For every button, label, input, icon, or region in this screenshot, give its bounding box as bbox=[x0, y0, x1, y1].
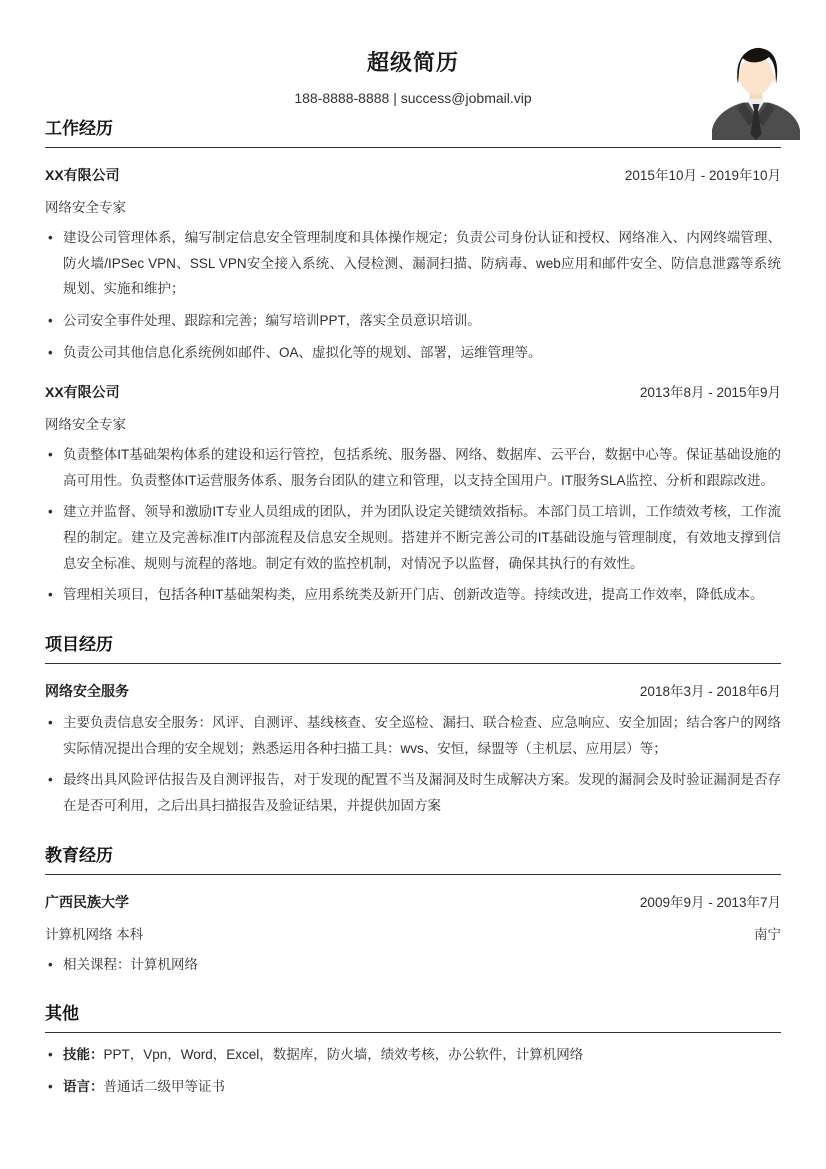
other-list bbox=[45, 1042, 781, 1099]
project-entry bbox=[45, 680, 781, 819]
section-title-projects: 项目经历 bbox=[45, 635, 113, 655]
skills-item bbox=[47, 1042, 781, 1068]
job-date-range: 2013年8月 - 2015年9月 bbox=[639, 385, 781, 401]
education-entry bbox=[45, 891, 781, 978]
section-header bbox=[45, 841, 781, 875]
project-bullet: • 主要负责信息安全服务：风评、自测评、基线核查、安全巡检、漏扫、联合检查、应急响应、安全加固；结合客户的网络实际情况提出合理的安全规划；熟悉运用各种扫描工具：wvs、安恒，绿盟等（主机层、应用层）等； bbox=[47, 710, 781, 761]
job-bullet: • 建设公司管理体系，编写制定信息安全管理制度和具体操作规定；负责公司身份认证和授权、网络准入、内网终端管理、防火墙/IPSec VPN、SSL VPN安全接入系统、入侵检测、漏洞扫描、防病毒、web应用和邮件安全、防信息泄露等系统规划、实施和维护； bbox=[47, 225, 781, 302]
project-date-range: 2018年3月 - 2018年6月 bbox=[639, 684, 781, 700]
job-bullet: • 负责公司其他信息化系统例如邮件、OA、虚拟化等的规划、部署，运维管理等。 bbox=[47, 340, 781, 366]
major-degree: 计算机网络 本科 bbox=[45, 926, 144, 942]
job-bullet: • 管理相关项目，包括各种IT基础架构类，应用系统类及新开门店、创新改造等。持续改进，提高工作效率，降低成本。 bbox=[47, 582, 781, 608]
section-education bbox=[45, 841, 781, 978]
job-entry bbox=[45, 164, 781, 365]
language-item bbox=[47, 1074, 781, 1100]
language-label: 语言： bbox=[63, 1078, 104, 1094]
school-name: 广西民族大学 bbox=[45, 893, 129, 910]
skills-label: 技能： bbox=[63, 1047, 104, 1063]
job-role: 网络安全专家 bbox=[45, 417, 126, 433]
section-header bbox=[45, 999, 781, 1033]
section-header bbox=[45, 114, 781, 148]
section-work-experience bbox=[45, 114, 781, 608]
skills-text: PPT，Vpn，Word，Excel，数据库，防火墙，绩效考核，办公软件，计算机网络 bbox=[103, 1047, 584, 1063]
job-bullet: • 负责整体IT基础架构体系的建设和运行管控，包括系统、服务器、网络、数据库、云平台，数据中心等。保证基础设施的高可用性。负责整体IT运营服务体系、服务台团队的建立和管理，以支持全国用户。IT服务SLA监控、分析和跟踪改进。 bbox=[47, 442, 781, 493]
job-entry bbox=[45, 381, 781, 608]
project-name: 网络安全服务 bbox=[45, 683, 129, 700]
candidate-name: 超级简历 bbox=[366, 50, 459, 75]
project-bullet-list bbox=[45, 710, 781, 819]
education-bullet: • 相关课程：计算机网络 bbox=[47, 952, 781, 978]
company-name: XX有限公司 bbox=[45, 167, 120, 183]
project-bullet: • 最终出具风险评估报告及自测评报告，对于发现的配置不当及漏洞及时生成解决方案。发现的漏洞会及时验证漏洞是否存在是否可利用，之后出具扫描报告及验证结果，并提供加固方案 bbox=[47, 767, 781, 818]
section-title-work: 工作经历 bbox=[45, 119, 113, 138]
company-name: XX有限公司 bbox=[45, 384, 120, 401]
education-date-range: 2009年9月 - 2013年7月 bbox=[639, 894, 781, 910]
section-other bbox=[45, 999, 781, 1099]
male-avatar-icon bbox=[706, 42, 806, 140]
job-role: 网络安全专家 bbox=[45, 200, 126, 215]
language-text: 普通话二级甲等证书 bbox=[103, 1078, 225, 1094]
school-location: 南宁 bbox=[754, 926, 781, 942]
section-title-other: 其他 bbox=[45, 1004, 79, 1024]
job-bullet-list bbox=[45, 225, 781, 365]
job-date-range: 2015年10月 - 2019年10月 bbox=[624, 168, 781, 183]
education-bullet-list bbox=[45, 952, 781, 978]
resume-header bbox=[45, 0, 781, 106]
contact-info: 188-8888-8888 | success@jobmail.vip bbox=[294, 90, 532, 106]
job-bullet: • 公司安全事件处理、跟踪和完善；编写培训PPT，落实全员意识培训。 bbox=[47, 308, 781, 334]
section-title-education: 教育经历 bbox=[45, 845, 113, 865]
job-bullet-list bbox=[45, 442, 781, 608]
section-header bbox=[45, 630, 781, 664]
section-project-experience bbox=[45, 630, 781, 819]
job-bullet: • 建立并监督、领导和激励IT专业人员组成的团队，并为团队设定关键绩效指标。本部门员工培训，工作绩效考核，工作流程的制定。建立及完善标准IT内部流程及信息安全规则。搭建并不断完善公司的IT基础设施与管理制度，有效地支撑到信息安全标准、规则与流程的落地。制定有效的监控机制，对情况予以监督，确保其执行的有效性。 bbox=[47, 499, 781, 576]
